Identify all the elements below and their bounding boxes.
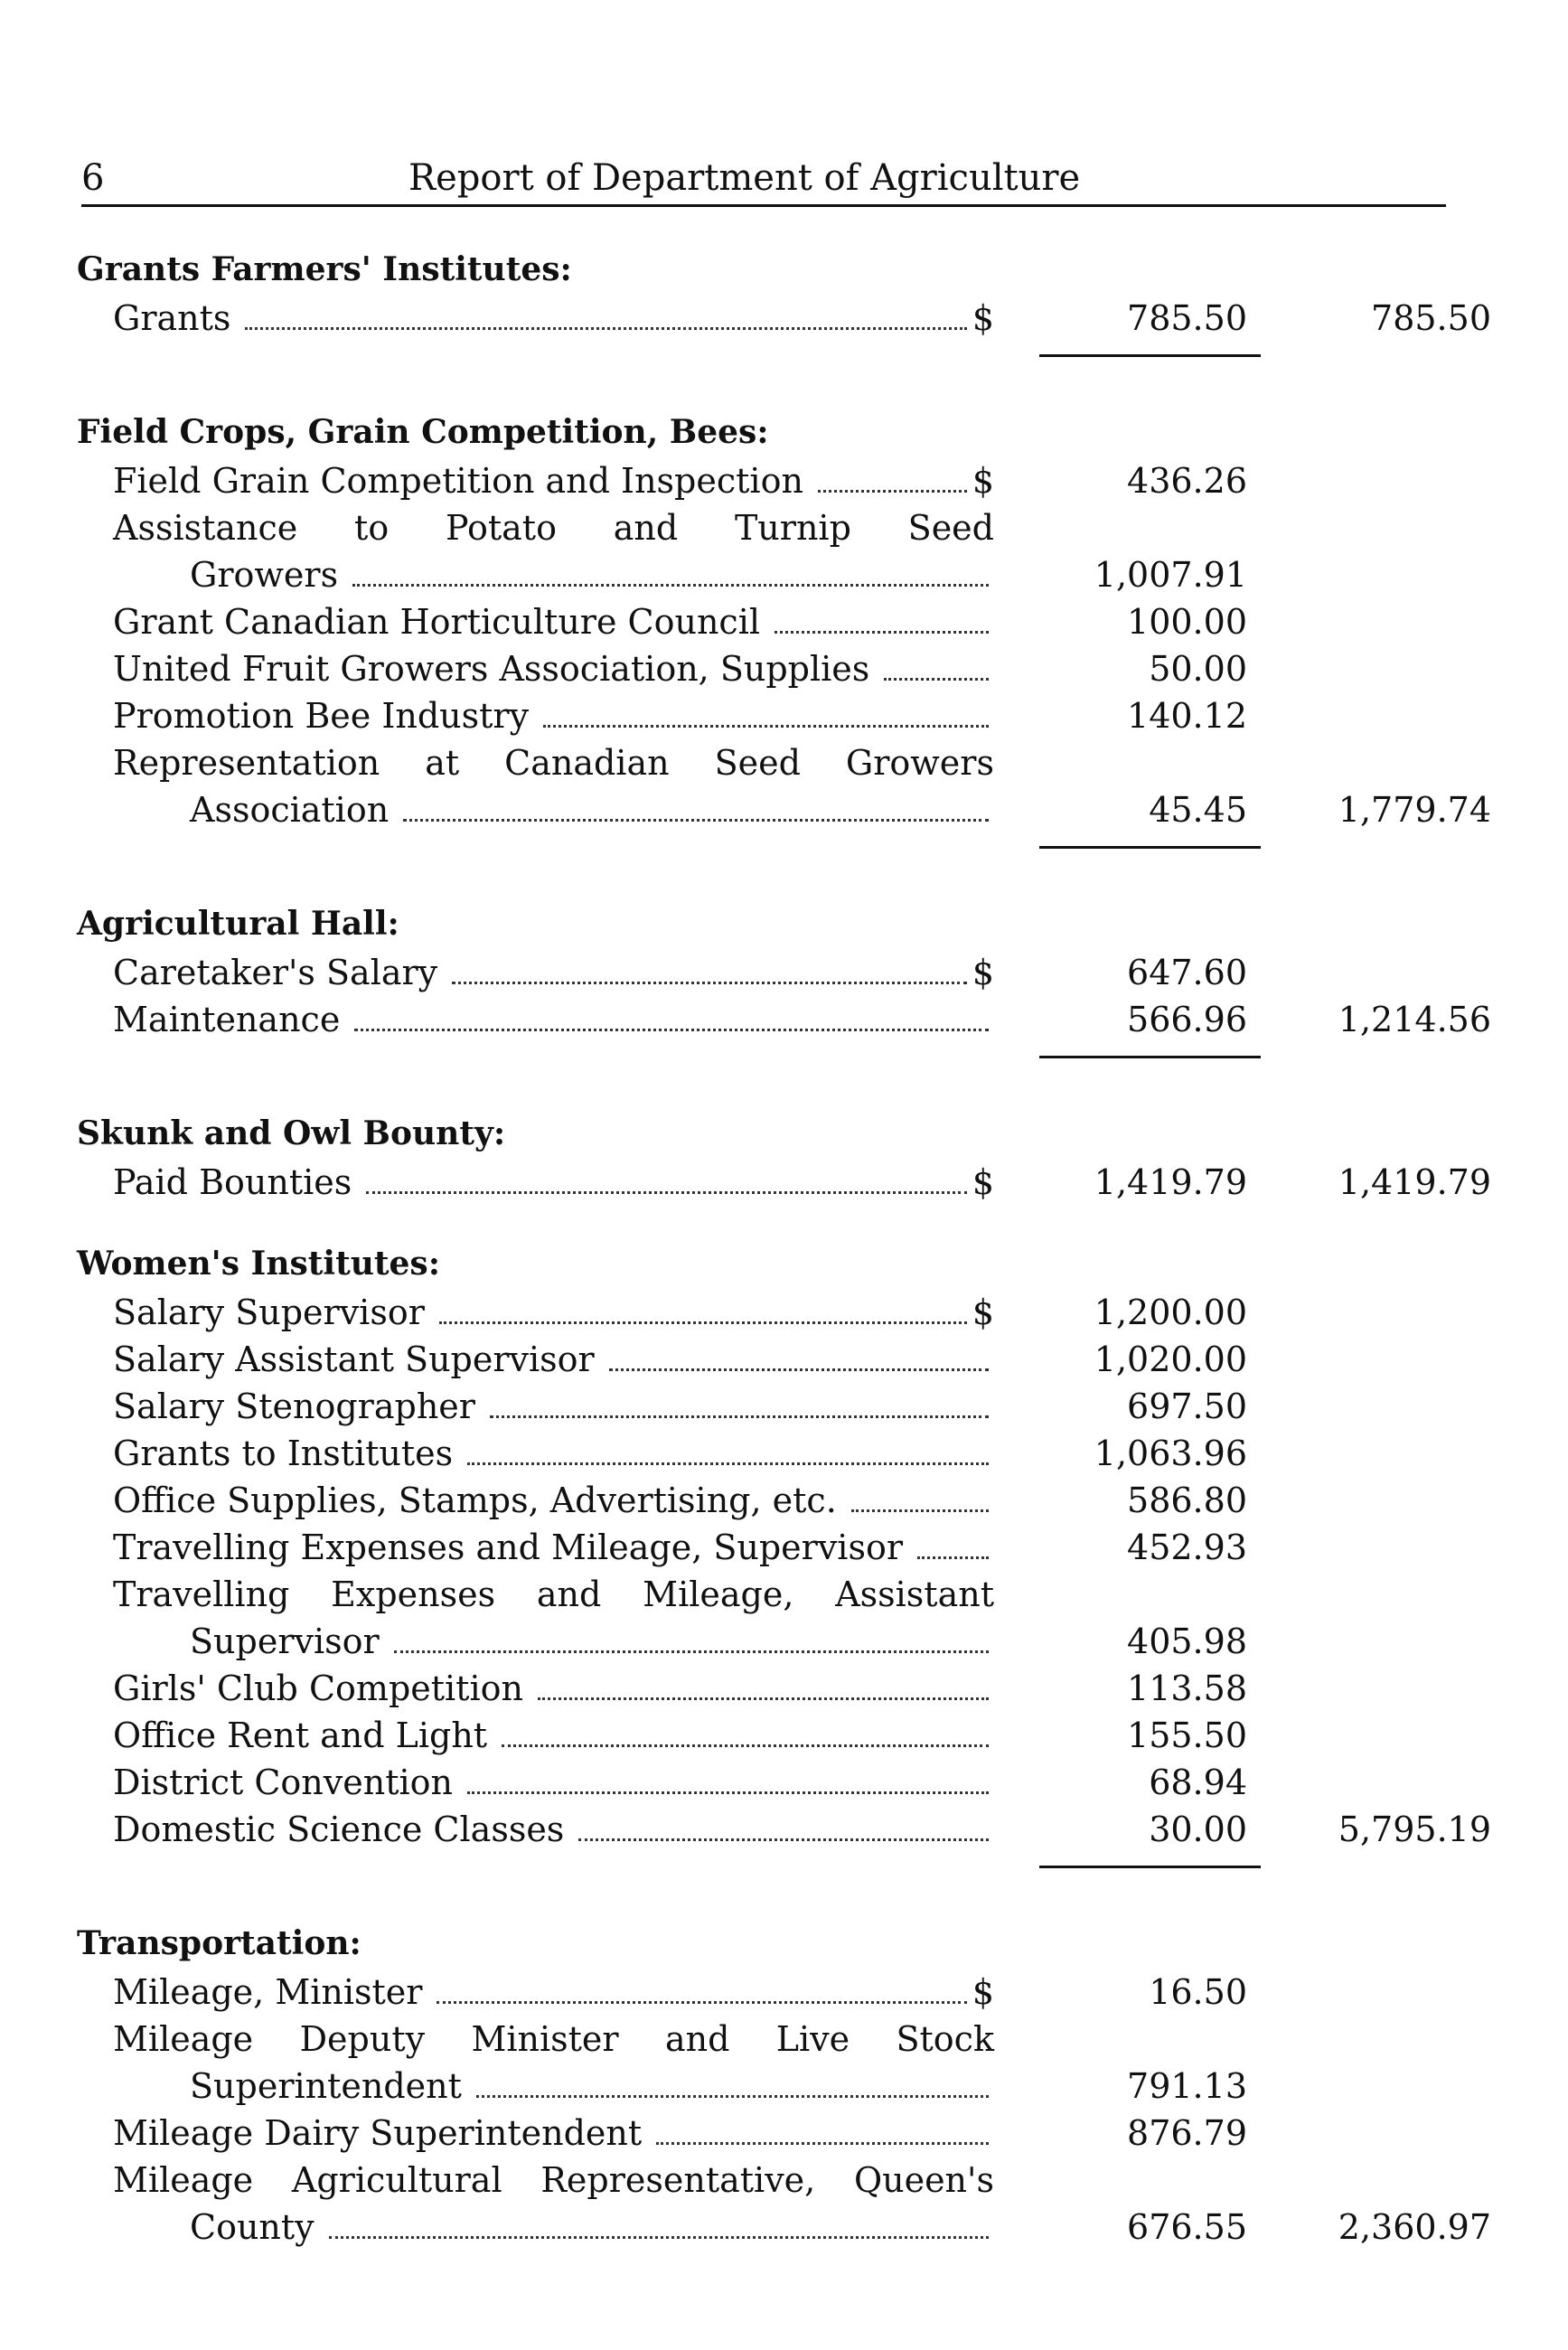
ledger-row: [59, 1524, 1455, 1571]
amount-value: 45.45: [1149, 790, 1247, 830]
line-item-label: Field Grain Competition and Inspection: [113, 461, 803, 501]
line-item-label: [113, 1571, 994, 1618]
amount-value: 155.50: [1127, 1716, 1247, 1755]
label-word: Assistance: [113, 508, 298, 548]
ledger-row: [59, 1430, 1455, 1477]
label-word: Growers: [845, 743, 994, 783]
amount-value: 876.79: [1127, 2113, 1247, 2153]
amount-value: 1,007.91: [1094, 555, 1247, 595]
section-grants-farmers-institutes: [59, 244, 1491, 374]
line-item: [113, 949, 994, 996]
section-title: Field Crops, Grain Competition, Bees:: [77, 413, 769, 451]
ledger-row: [59, 1477, 1455, 1524]
amount-value: 697.50: [1127, 1386, 1247, 1426]
line-item: [113, 1477, 994, 1524]
subtotal-rule-row: [59, 342, 1455, 374]
label-word: Seed: [714, 743, 801, 783]
line-item-label: Mileage, Minister: [113, 1972, 423, 2012]
label-word: Mileage: [113, 2019, 254, 2059]
dot-leader: [818, 489, 967, 493]
label-word: Assistant: [835, 1574, 994, 1614]
subtotal-rule: [1039, 1056, 1261, 1058]
line-item: [113, 1159, 994, 1206]
line-item: [113, 457, 994, 504]
ledger-row: [59, 739, 1455, 786]
line-item: [190, 1618, 994, 1665]
line-item: [113, 1524, 994, 1571]
label-word: Potato: [445, 508, 557, 548]
line-item: [113, 2157, 994, 2204]
dot-leader: [609, 1368, 989, 1371]
line-item: [113, 504, 994, 551]
label-word: Stock: [896, 2019, 994, 2059]
amount-value: 405.98: [1127, 1622, 1247, 1661]
amount-value: 436.26: [1127, 461, 1247, 501]
section-title: Grants Farmers' Institutes:: [77, 250, 572, 288]
ledger-row: [59, 2063, 1455, 2110]
line-item-label: Grants: [113, 298, 231, 338]
label-word: Live: [775, 2019, 850, 2059]
dot-leader: [502, 1744, 989, 1747]
line-item-label: County: [190, 2207, 315, 2247]
ledger-row: [59, 1336, 1455, 1383]
section-total: 785.50: [1371, 298, 1491, 338]
ledger-row: [59, 504, 1455, 551]
ledger-row: [59, 1159, 1491, 1206]
line-item: [113, 1759, 994, 1806]
ledger-row: [59, 996, 1491, 1043]
subtotal-rule-row: [59, 833, 1455, 866]
line-item: [113, 295, 994, 342]
label-word: Representation: [113, 743, 380, 783]
ledger-row: [59, 1618, 1455, 1665]
line-item: [113, 2016, 994, 2063]
ledger-row: [59, 551, 1455, 598]
line-item: [113, 2110, 994, 2157]
amount-value: 30.00: [1149, 1810, 1247, 1849]
section-title: Transportation:: [77, 1924, 361, 1962]
ledger-row: [59, 1665, 1455, 1712]
section-title: Women's Institutes:: [77, 1245, 440, 1283]
amount-value: 16.50: [1149, 1972, 1247, 2012]
dot-leader: [467, 1462, 989, 1465]
dot-leader: [656, 2141, 989, 2145]
line-item-label: Grant Canadian Horticulture Council: [113, 602, 761, 642]
dot-leader: [467, 1791, 989, 1794]
line-item-label: Girls' Club Competition: [113, 1668, 523, 1708]
amount-value: 113.58: [1127, 1668, 1247, 1708]
line-item-label: Salary Assistant Supervisor: [113, 1340, 595, 1379]
amount-value: 586.80: [1127, 1480, 1247, 1520]
label-word: Mileage,: [643, 1574, 794, 1614]
label-word: Seed: [907, 508, 994, 548]
line-item: [190, 551, 994, 598]
line-item: [113, 598, 994, 645]
amount-value: 140.12: [1127, 696, 1247, 736]
expenditure-listing: [59, 244, 1491, 2283]
line-item: [190, 2063, 994, 2110]
ledger-row: [59, 1712, 1455, 1759]
section-total: 1,214.56: [1338, 1000, 1491, 1039]
line-item: [113, 692, 994, 739]
label-word: Agricultural: [291, 2160, 502, 2200]
label-word: Canadian: [504, 743, 670, 783]
line-item-label: [113, 739, 994, 786]
ledger-row: [59, 692, 1455, 739]
line-item: [113, 1712, 994, 1759]
page-number: 6: [81, 157, 105, 199]
line-item-label: Office Supplies, Stamps, Advertising, etc.: [113, 1480, 837, 1520]
section-title: Skunk and Owl Bounty:: [77, 1114, 506, 1152]
label-word: Expenses: [331, 1574, 496, 1614]
line-item: [113, 739, 994, 786]
dot-leader: [352, 583, 989, 587]
ledger-row: [59, 598, 1455, 645]
section-agricultural-hall: [59, 898, 1491, 1076]
ledger-row: [59, 1759, 1455, 1806]
amount-value: 785.50: [1127, 298, 1247, 338]
subtotal-rule: [1039, 1866, 1261, 1868]
section-total: 5,795.19: [1338, 1810, 1491, 1849]
amount-value: 50.00: [1149, 649, 1247, 689]
line-item: [113, 1430, 994, 1477]
dollar-sign: $: [972, 953, 994, 992]
line-item: [190, 786, 994, 833]
section-title: Agricultural Hall:: [77, 905, 399, 943]
running-header: [81, 145, 1446, 207]
line-item: [113, 1289, 994, 1336]
dot-leader: [490, 1415, 989, 1418]
dot-leader: [437, 2000, 966, 2004]
line-item-label: Supervisor: [190, 1622, 380, 1661]
ledger-row: [59, 1289, 1455, 1336]
ledger-row: [59, 2157, 1455, 2204]
dot-leader: [394, 1650, 989, 1653]
amount-value: 100.00: [1127, 602, 1247, 642]
line-item: [113, 1806, 994, 1853]
ledger-row: [59, 645, 1455, 692]
ledger-row: [59, 2204, 1491, 2251]
amount-value: 1,063.96: [1094, 1434, 1247, 1473]
dot-leader: [403, 818, 989, 822]
section-skunk-owl-bounty: [59, 1108, 1491, 1206]
label-word: Deputy: [299, 2019, 426, 2059]
amount-value: 68.94: [1149, 1762, 1247, 1802]
amount-value: 1,020.00: [1094, 1340, 1247, 1379]
amount-value: 1,200.00: [1094, 1292, 1247, 1332]
ledger-row: [59, 1806, 1491, 1853]
label-word: to: [354, 508, 390, 548]
dot-leader: [851, 1509, 989, 1512]
label-word: and: [536, 1574, 602, 1614]
amount-value: 1,419.79: [1094, 1162, 1247, 1202]
dot-leader: [366, 1190, 967, 1194]
label-word: Turnip: [734, 508, 851, 548]
label-word: and: [664, 2019, 730, 2059]
label-word: Representative,: [540, 2160, 816, 2200]
dot-leader: [538, 1697, 989, 1700]
dot-leader: [452, 981, 967, 984]
section-total: 2,360.97: [1338, 2207, 1491, 2247]
line-item-label: Office Rent and Light: [113, 1716, 488, 1755]
line-item: [113, 996, 994, 1043]
line-item-label: Salary Supervisor: [113, 1292, 425, 1332]
dot-leader: [917, 1556, 989, 1559]
subtotal-rule: [1039, 846, 1261, 849]
section-total: 1,779.74: [1338, 790, 1491, 830]
dot-leader: [884, 677, 989, 681]
ledger-row: [59, 786, 1491, 833]
line-item-label: Grants to Institutes: [113, 1434, 454, 1473]
ledger-row: [59, 2016, 1455, 2063]
line-item: [113, 1571, 994, 1618]
line-item-label: Domestic Science Classes: [113, 1810, 565, 1849]
ledger-row: [59, 457, 1455, 504]
line-item-label: Growers: [190, 555, 339, 595]
ledger-row: [59, 1571, 1455, 1618]
dollar-sign: $: [972, 1972, 994, 2012]
dot-leader: [543, 724, 989, 728]
label-word: at: [425, 743, 460, 783]
subtotal-rule-row: [59, 1043, 1455, 1076]
line-item: [113, 1336, 994, 1383]
section-total: 1,419.79: [1338, 1162, 1491, 1202]
line-item-label: [113, 504, 994, 551]
line-item-label: [113, 2157, 994, 2204]
line-item-label: Superintendent: [190, 2066, 462, 2106]
dollar-sign: $: [972, 1292, 994, 1332]
label-word: Travelling: [113, 1574, 290, 1614]
section-field-crops: [59, 407, 1491, 866]
subtotal-rule: [1039, 354, 1261, 357]
label-word: and: [613, 508, 679, 548]
label-word: Queen's: [853, 2160, 994, 2200]
label-word: Minister: [471, 2019, 619, 2059]
line-item-label: Travelling Expenses and Mileage, Supervisor: [113, 1528, 903, 1567]
line-item-label: Salary Stenographer: [113, 1386, 475, 1426]
ledger-row: [59, 2110, 1455, 2157]
dot-leader: [354, 1028, 989, 1031]
line-item-label: Maintenance: [113, 1000, 341, 1039]
dot-leader: [245, 326, 966, 330]
line-item-label: Paid Bounties: [113, 1162, 352, 1202]
line-item: [113, 1665, 994, 1712]
amount-value: 647.60: [1127, 953, 1247, 992]
line-item-label: Caretaker's Salary: [113, 953, 438, 992]
dot-leader: [476, 2094, 989, 2098]
label-word: Mileage: [113, 2160, 254, 2200]
line-item-label: Association: [190, 790, 390, 830]
line-item: [113, 645, 994, 692]
ledger-row: [59, 295, 1491, 342]
dollar-sign: $: [972, 298, 994, 338]
dollar-sign: $: [972, 461, 994, 501]
dot-leader: [578, 1838, 989, 1841]
ledger-row: [59, 1969, 1455, 2016]
line-item-label: [113, 2016, 994, 2063]
line-item-label: District Convention: [113, 1762, 453, 1802]
dot-leader: [775, 630, 989, 634]
line-item: [113, 1969, 994, 2016]
ledger-row: [59, 1383, 1455, 1430]
dot-leader: [439, 1321, 967, 1324]
amount-value: 676.55: [1127, 2207, 1247, 2247]
ledger-row: [59, 949, 1455, 996]
dot-leader: [329, 2235, 989, 2239]
section-womens-institutes: [59, 1238, 1491, 1885]
dollar-sign: $: [972, 1162, 994, 1202]
running-title: Report of Department of Agriculture: [408, 157, 1081, 199]
amount-value: 791.13: [1127, 2066, 1247, 2106]
line-item-label: United Fruit Growers Association, Supplies: [113, 649, 870, 689]
subtotal-rule-row: [59, 1853, 1455, 1885]
line-item-label: Mileage Dairy Superintendent: [113, 2113, 643, 2153]
line-item-label: Promotion Bee Industry: [113, 696, 530, 736]
section-transportation: [59, 1918, 1491, 2251]
line-item: [113, 1383, 994, 1430]
amount-value: 452.93: [1127, 1528, 1247, 1567]
line-item: [190, 2204, 994, 2251]
amount-value: 566.96: [1127, 1000, 1247, 1039]
